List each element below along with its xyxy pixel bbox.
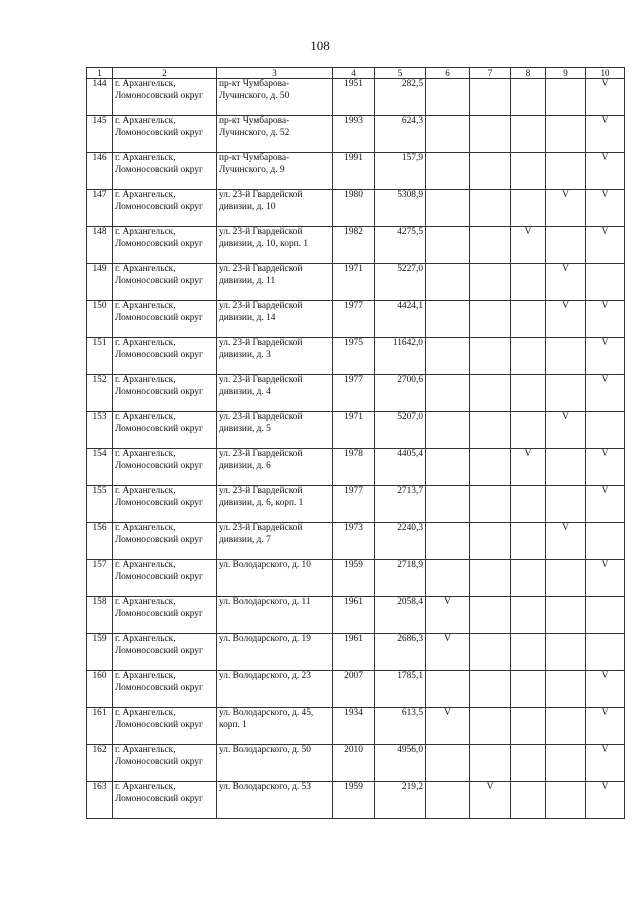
mark-col-8: V — [511, 227, 546, 264]
table-row — [87, 671, 625, 708]
mark-col-9 — [546, 634, 586, 671]
mark-col-9 — [546, 79, 586, 116]
mark-col-6 — [426, 338, 470, 375]
mark-col-7 — [470, 745, 511, 782]
address: ул. Володарского, д. 11 — [217, 597, 333, 634]
header-col-9: 9 — [546, 68, 586, 79]
address: ул. 23-й Гвардейской дивизии, д. 3 — [217, 338, 333, 375]
row-number: 144 — [87, 79, 113, 116]
row-number: 161 — [87, 708, 113, 745]
address: ул. Володарского, д. 23 — [217, 671, 333, 708]
mark-col-8 — [511, 486, 546, 523]
mark-col-10: V — [586, 745, 625, 782]
table-row — [87, 116, 625, 153]
mark-col-6 — [426, 116, 470, 153]
mark-col-6 — [426, 449, 470, 486]
construction-year: 1977 — [333, 375, 375, 412]
city-district: г. Архангельск, Ломоносовский округ — [113, 264, 217, 301]
mark-col-9 — [546, 745, 586, 782]
address: ул. Володарского, д. 53 — [217, 782, 333, 819]
mark-col-9: V — [546, 264, 586, 301]
table-row — [87, 412, 625, 449]
mark-col-7 — [470, 375, 511, 412]
city-district: г. Архангельск, Ломоносовский округ — [113, 782, 217, 819]
row-number: 148 — [87, 227, 113, 264]
area-value: 11642,0 — [375, 338, 426, 375]
area-value: 2700,6 — [375, 375, 426, 412]
row-number: 155 — [87, 486, 113, 523]
area-value: 2713,7 — [375, 486, 426, 523]
mark-col-9: V — [546, 301, 586, 338]
mark-col-10: V — [586, 79, 625, 116]
mark-col-9 — [546, 560, 586, 597]
mark-col-7 — [470, 153, 511, 190]
mark-col-10: V — [586, 116, 625, 153]
city-district: г. Архангельск, Ломоносовский округ — [113, 227, 217, 264]
mark-col-6 — [426, 671, 470, 708]
row-number: 147 — [87, 190, 113, 227]
mark-col-9: V — [546, 523, 586, 560]
mark-col-10: V — [586, 708, 625, 745]
area-value: 4275,5 — [375, 227, 426, 264]
mark-col-8 — [511, 375, 546, 412]
table-row — [87, 264, 625, 301]
construction-year: 1993 — [333, 116, 375, 153]
construction-year: 2007 — [333, 671, 375, 708]
address: ул. 23-й Гвардейской дивизии, д. 6 — [217, 449, 333, 486]
construction-year: 1961 — [333, 597, 375, 634]
mark-col-8 — [511, 560, 546, 597]
row-number: 149 — [87, 264, 113, 301]
header-col-5: 5 — [375, 68, 426, 79]
table-row — [87, 782, 625, 819]
mark-col-7 — [470, 116, 511, 153]
row-number: 154 — [87, 449, 113, 486]
mark-col-8 — [511, 708, 546, 745]
table-row — [87, 190, 625, 227]
mark-col-9 — [546, 671, 586, 708]
mark-col-9 — [546, 708, 586, 745]
construction-year: 1951 — [333, 79, 375, 116]
row-number: 145 — [87, 116, 113, 153]
city-district: г. Архангельск, Ломоносовский округ — [113, 153, 217, 190]
mark-col-8 — [511, 745, 546, 782]
city-district: г. Архангельск, Ломоносовский округ — [113, 190, 217, 227]
row-number: 160 — [87, 671, 113, 708]
mark-col-8 — [511, 116, 546, 153]
mark-col-6 — [426, 153, 470, 190]
area-value: 4424,1 — [375, 301, 426, 338]
mark-col-10: V — [586, 486, 625, 523]
mark-col-7 — [470, 486, 511, 523]
table-row — [87, 523, 625, 560]
mark-col-10: V — [586, 449, 625, 486]
mark-col-7 — [470, 597, 511, 634]
row-number: 150 — [87, 301, 113, 338]
mark-col-10: V — [586, 782, 625, 819]
mark-col-7 — [470, 79, 511, 116]
mark-col-9 — [546, 375, 586, 412]
construction-year: 1973 — [333, 523, 375, 560]
construction-year: 1961 — [333, 634, 375, 671]
header-col-1: 1 — [87, 68, 113, 79]
row-number: 153 — [87, 412, 113, 449]
row-number: 152 — [87, 375, 113, 412]
mark-col-7 — [470, 190, 511, 227]
mark-col-9 — [546, 116, 586, 153]
table-row — [87, 79, 625, 116]
mark-col-6 — [426, 375, 470, 412]
construction-year: 1959 — [333, 782, 375, 819]
mark-col-8 — [511, 782, 546, 819]
mark-col-9: V — [546, 412, 586, 449]
table-header-row — [87, 68, 625, 79]
area-value: 157,9 — [375, 153, 426, 190]
table-body — [87, 68, 625, 819]
construction-year: 1971 — [333, 412, 375, 449]
mark-col-6: V — [426, 597, 470, 634]
city-district: г. Архангельск, Ломоносовский округ — [113, 523, 217, 560]
area-value: 282,5 — [375, 79, 426, 116]
table-row — [87, 634, 625, 671]
city-district: г. Архангельск, Ломоносовский округ — [113, 301, 217, 338]
mark-col-8 — [511, 597, 546, 634]
row-number: 163 — [87, 782, 113, 819]
table-row — [87, 375, 625, 412]
construction-year: 1971 — [333, 264, 375, 301]
row-number: 156 — [87, 523, 113, 560]
mark-col-9 — [546, 227, 586, 264]
mark-col-7 — [470, 301, 511, 338]
mark-col-7 — [470, 634, 511, 671]
mark-col-8 — [511, 338, 546, 375]
mark-col-7 — [470, 338, 511, 375]
construction-year: 1977 — [333, 486, 375, 523]
mark-col-9 — [546, 782, 586, 819]
mark-col-9 — [546, 597, 586, 634]
header-col-3: 3 — [217, 68, 333, 79]
mark-col-6: V — [426, 634, 470, 671]
area-value: 2240,3 — [375, 523, 426, 560]
mark-col-8 — [511, 412, 546, 449]
mark-col-6 — [426, 486, 470, 523]
city-district: г. Архангельск, Ломоносовский округ — [113, 671, 217, 708]
address: ул. Володарского, д. 50 — [217, 745, 333, 782]
city-district: г. Архангельск, Ломоносовский округ — [113, 560, 217, 597]
city-district: г. Архангельск, Ломоносовский округ — [113, 708, 217, 745]
construction-year: 1980 — [333, 190, 375, 227]
mark-col-10: V — [586, 671, 625, 708]
mark-col-9: V — [546, 190, 586, 227]
mark-col-10 — [586, 264, 625, 301]
area-value: 219,2 — [375, 782, 426, 819]
mark-col-8 — [511, 634, 546, 671]
mark-col-8 — [511, 523, 546, 560]
address: ул. 23-й Гвардейской дивизии, д. 11 — [217, 264, 333, 301]
mark-col-6 — [426, 227, 470, 264]
header-col-6: 6 — [426, 68, 470, 79]
address: ул. 23-й Гвардейской дивизии, д. 6, корп. 1 — [217, 486, 333, 523]
mark-col-7 — [470, 227, 511, 264]
construction-year: 1991 — [333, 153, 375, 190]
mark-col-7 — [470, 560, 511, 597]
table-row — [87, 560, 625, 597]
construction-year: 1959 — [333, 560, 375, 597]
table-row — [87, 338, 625, 375]
mark-col-8 — [511, 264, 546, 301]
address: ул. 23-й Гвардейской дивизии, д. 5 — [217, 412, 333, 449]
mark-col-7 — [470, 264, 511, 301]
row-number: 162 — [87, 745, 113, 782]
city-district: г. Архангельск, Ломоносовский округ — [113, 412, 217, 449]
area-value: 4405,4 — [375, 449, 426, 486]
area-value: 5207,0 — [375, 412, 426, 449]
header-col-7: 7 — [470, 68, 511, 79]
mark-col-8: V — [511, 449, 546, 486]
area-value: 2718,9 — [375, 560, 426, 597]
address: ул. Володарского, д. 10 — [217, 560, 333, 597]
construction-year: 1934 — [333, 708, 375, 745]
mark-col-6: V — [426, 708, 470, 745]
area-value: 5227,0 — [375, 264, 426, 301]
header-col-10: 10 — [586, 68, 625, 79]
area-value: 4956,0 — [375, 745, 426, 782]
mark-col-6 — [426, 560, 470, 597]
mark-col-10: V — [586, 338, 625, 375]
table-row — [87, 745, 625, 782]
header-col-4: 4 — [333, 68, 375, 79]
row-number: 151 — [87, 338, 113, 375]
mark-col-8 — [511, 153, 546, 190]
row-number: 157 — [87, 560, 113, 597]
housing-table — [86, 67, 625, 819]
area-value: 5308,9 — [375, 190, 426, 227]
construction-year: 1978 — [333, 449, 375, 486]
area-value: 2058,4 — [375, 597, 426, 634]
header-col-2: 2 — [113, 68, 217, 79]
area-value: 1785,1 — [375, 671, 426, 708]
mark-col-8 — [511, 301, 546, 338]
mark-col-9 — [546, 153, 586, 190]
mark-col-7 — [470, 671, 511, 708]
row-number: 146 — [87, 153, 113, 190]
city-district: г. Архангельск, Ломоносовский округ — [113, 116, 217, 153]
city-district: г. Архангельск, Ломоносовский округ — [113, 486, 217, 523]
mark-col-6 — [426, 745, 470, 782]
mark-col-10 — [586, 523, 625, 560]
mark-col-8 — [511, 671, 546, 708]
city-district: г. Архангельск, Ломоносовский округ — [113, 597, 217, 634]
mark-col-7 — [470, 412, 511, 449]
area-value: 2686,3 — [375, 634, 426, 671]
mark-col-6 — [426, 79, 470, 116]
mark-col-7: V — [470, 782, 511, 819]
address: ул. 23-й Гвардейской дивизии, д. 7 — [217, 523, 333, 560]
table-row — [87, 227, 625, 264]
address: ул. 23-й Гвардейской дивизии, д. 4 — [217, 375, 333, 412]
mark-col-10: V — [586, 227, 625, 264]
mark-col-7 — [470, 523, 511, 560]
mark-col-7 — [470, 449, 511, 486]
address: ул. 23-й Гвардейской дивизии, д. 14 — [217, 301, 333, 338]
address: пр-кт Чумбарова-Лучинского, д. 9 — [217, 153, 333, 190]
city-district: г. Архангельск, Ломоносовский округ — [113, 375, 217, 412]
mark-col-9 — [546, 449, 586, 486]
page-number: 108 — [310, 38, 330, 53]
mark-col-10: V — [586, 560, 625, 597]
address: пр-кт Чумбарова-Лучинского, д. 52 — [217, 116, 333, 153]
city-district: г. Архангельск, Ломоносовский округ — [113, 449, 217, 486]
mark-col-10 — [586, 597, 625, 634]
mark-col-6 — [426, 190, 470, 227]
construction-year: 1975 — [333, 338, 375, 375]
table-row — [87, 708, 625, 745]
row-number: 158 — [87, 597, 113, 634]
construction-year: 1977 — [333, 301, 375, 338]
city-district: г. Архангельск, Ломоносовский округ — [113, 79, 217, 116]
mark-col-10: V — [586, 301, 625, 338]
city-district: г. Архангельск, Ломоносовский округ — [113, 745, 217, 782]
table-row — [87, 449, 625, 486]
table-row — [87, 153, 625, 190]
mark-col-8 — [511, 79, 546, 116]
table-row — [87, 597, 625, 634]
mark-col-6 — [426, 301, 470, 338]
area-value: 613,5 — [375, 708, 426, 745]
mark-col-9 — [546, 486, 586, 523]
address: ул. 23-й Гвардейской дивизии, д. 10, корп. 1 — [217, 227, 333, 264]
header-col-8: 8 — [511, 68, 546, 79]
mark-col-10: V — [586, 190, 625, 227]
mark-col-10 — [586, 412, 625, 449]
mark-col-10: V — [586, 153, 625, 190]
construction-year: 2010 — [333, 745, 375, 782]
table-row — [87, 301, 625, 338]
mark-col-6 — [426, 523, 470, 560]
construction-year: 1982 — [333, 227, 375, 264]
mark-col-6 — [426, 412, 470, 449]
address: ул. Володарского, д. 45, корп. 1 — [217, 708, 333, 745]
row-number: 159 — [87, 634, 113, 671]
mark-col-6 — [426, 782, 470, 819]
address: пр-кт Чумбарова-Лучинского, д. 50 — [217, 79, 333, 116]
area-value: 624,3 — [375, 116, 426, 153]
mark-col-9 — [546, 338, 586, 375]
city-district: г. Архангельск, Ломоносовский округ — [113, 634, 217, 671]
mark-col-7 — [470, 708, 511, 745]
address: ул. Володарского, д. 19 — [217, 634, 333, 671]
mark-col-10: V — [586, 375, 625, 412]
mark-col-6 — [426, 264, 470, 301]
address: ул. 23-й Гвардейской дивизии, д. 10 — [217, 190, 333, 227]
table-row — [87, 486, 625, 523]
mark-col-10 — [586, 634, 625, 671]
city-district: г. Архангельск, Ломоносовский округ — [113, 338, 217, 375]
mark-col-8 — [511, 190, 546, 227]
